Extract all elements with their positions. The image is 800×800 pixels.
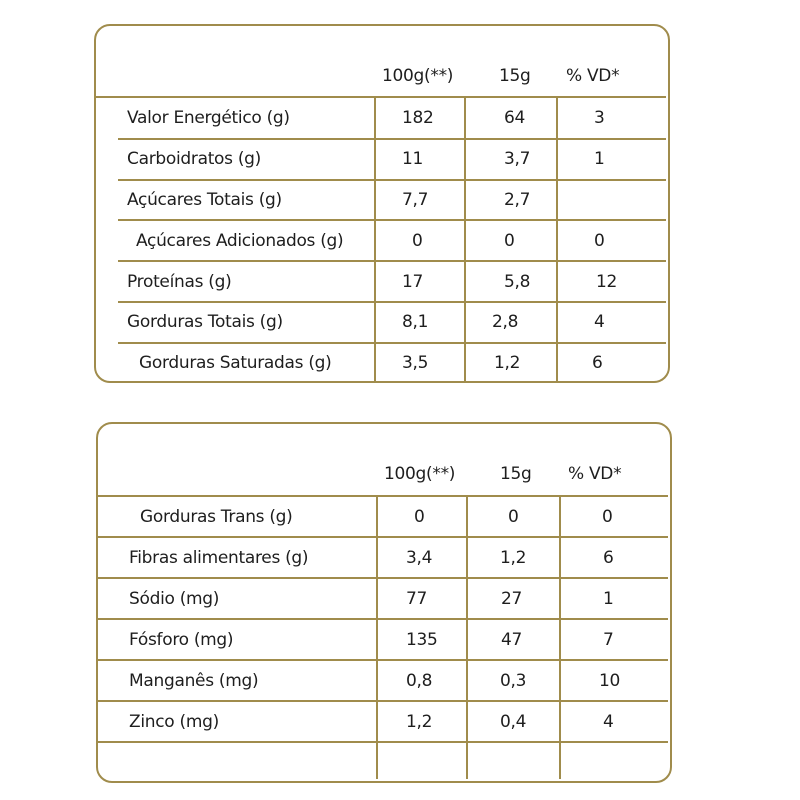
value-15g: 64: [504, 108, 526, 128]
value-100g: 17: [402, 272, 424, 292]
value-100g: 135: [406, 630, 438, 650]
table-row: [98, 661, 670, 701]
value-vd: 0: [602, 507, 613, 527]
nutrient-label: Sódio (mg): [129, 589, 220, 609]
value-100g: 1,2: [406, 712, 433, 732]
header-vd: % VD*: [566, 66, 620, 86]
nutrient-label: Zinco (mg): [129, 712, 219, 732]
value-15g: 0,4: [500, 712, 527, 732]
value-vd: 0: [594, 231, 605, 251]
value-15g: 47: [501, 630, 523, 650]
value-vd: 3: [594, 108, 605, 128]
value-vd: 6: [603, 548, 614, 568]
value-15g: 0: [508, 507, 519, 527]
value-vd: 10: [599, 671, 621, 691]
value-100g: 0: [412, 231, 423, 251]
value-100g: 0: [414, 507, 425, 527]
value-15g: 3,7: [504, 149, 531, 169]
nutrient-label: Açúcares Totais (g): [127, 190, 282, 210]
table-row: [96, 221, 668, 261]
table-row: [98, 538, 670, 578]
value-vd: 12: [596, 272, 618, 292]
value-15g: 2,8: [492, 312, 519, 332]
table-row: [96, 343, 668, 383]
nutrition-table-1: [94, 24, 670, 383]
nutrient-label: Açúcares Adicionados (g): [136, 231, 344, 251]
table-row: [96, 180, 668, 220]
nutrient-label: Fibras alimentares (g): [129, 548, 309, 568]
value-vd: 6: [592, 353, 603, 373]
table-row-empty: [98, 743, 670, 783]
header-100g: 100g(**): [382, 66, 454, 86]
value-vd: 7: [603, 630, 614, 650]
table-row: [98, 497, 670, 537]
table-row: [98, 579, 670, 619]
value-vd: 4: [594, 312, 605, 332]
header-15g: 15g: [500, 464, 532, 484]
value-100g: 3,5: [402, 353, 429, 373]
table-row: [96, 262, 668, 302]
value-15g: 1,2: [494, 353, 521, 373]
value-100g: 11: [402, 149, 424, 169]
value-100g: 8,1: [402, 312, 429, 332]
value-100g: 0,8: [406, 671, 433, 691]
header-vd: % VD*: [568, 464, 622, 484]
value-vd: 1: [603, 589, 614, 609]
value-100g: 77: [406, 589, 428, 609]
nutrient-label: Fósforo (mg): [129, 630, 234, 650]
value-15g: 27: [501, 589, 523, 609]
header-15g: 15g: [499, 66, 531, 86]
header-100g: 100g(**): [384, 464, 456, 484]
value-15g: 5,8: [504, 272, 531, 292]
table-row: [96, 98, 668, 138]
nutrient-label: Proteínas (g): [127, 272, 232, 292]
nutrient-label: Gorduras Trans (g): [140, 507, 293, 527]
value-vd: 1: [594, 149, 605, 169]
nutrient-label: Manganês (mg): [129, 671, 259, 691]
value-vd: 4: [603, 712, 614, 732]
table-row: [98, 702, 670, 742]
nutrient-label: Carboidratos (g): [127, 149, 261, 169]
table-row: [96, 302, 668, 342]
value-100g: 7,7: [402, 190, 429, 210]
value-100g: 3,4: [406, 548, 433, 568]
value-15g: 0,3: [500, 671, 527, 691]
table-row: [98, 620, 670, 660]
value-15g: 0: [504, 231, 515, 251]
nutrient-label: Valor Energético (g): [127, 108, 290, 128]
nutrient-label: Gorduras Totais (g): [127, 312, 283, 332]
value-15g: 1,2: [500, 548, 527, 568]
nutrient-label: Gorduras Saturadas (g): [139, 353, 332, 373]
value-100g: 182: [402, 108, 434, 128]
value-15g: 2,7: [504, 190, 531, 210]
table-row: [96, 139, 668, 179]
nutrition-table-2: [96, 422, 672, 783]
